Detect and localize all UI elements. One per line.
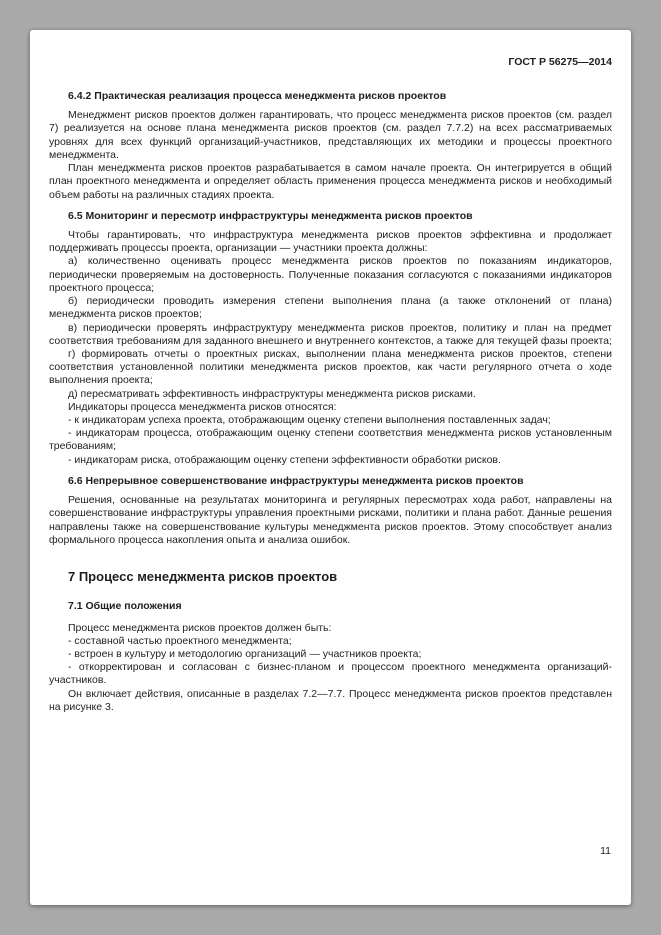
- paragraph: Решения, основанные на результатах мониторинга и регулярных пересмотрах хода работ, направлены на совершенствование инфраструктуры управления проектными рисками, политики и плана работ. Данные решения направлены также на совершенствование культуры менеджмента рисков проектов. Этому способствует анализ формального процесса накопления опыта и анализа ошибок.: [49, 494, 612, 546]
- list-item: - встроен в культуру и методологию организаций — участников проекта;: [68, 648, 422, 661]
- document-content: [49, 90, 612, 714]
- document-page: [30, 30, 631, 905]
- list-item: - индикаторам процесса, отображающим оценку степени соответствия менеджмента рисков установленным требованиям;: [49, 427, 612, 453]
- list-item-b: б) периодически проводить измерения степени выполнения плана (а также отклонений от плана) менеджмента рисков проектов;: [49, 295, 612, 321]
- paragraph: Процесс менеджмента рисков проектов должен быть:: [68, 621, 332, 634]
- list-item: - к индикаторам успеха проекта, отображающим оценку степени выполнения поставленных задач;: [68, 414, 551, 427]
- section-heading-7: 7 Процесс менеджмента рисков проектов: [68, 569, 338, 584]
- section-heading-6-5: 6.5 Мониторинг и пересмотр инфраструктуры менеджмента рисков проектов: [68, 209, 473, 222]
- list-item-g: г) формировать отчеты о проектных рисках, выполнении плана менеджмента рисков проектов, степени соответствия установленной политики менеджмента рисков проектов, как части регулярного отчета о ходе выполнения проекта;: [49, 347, 612, 387]
- paragraph: Чтобы гарантировать, что инфраструктура менеджмента рисков проектов эффективна и продолжает поддерживать процессы проекта, организации — участники проекта должны:: [49, 228, 612, 255]
- page-number: 11: [600, 845, 611, 857]
- list-item-d: д) пересматривать эффективность инфраструктуры менеджмента рисков рисками.: [68, 387, 476, 400]
- document-code: ГОСТ Р 56275—2014: [508, 56, 612, 68]
- list-item: - откорректирован и согласован с бизнес-планом и процессом проектного менеджмента организаций-участников.: [49, 661, 612, 687]
- list-item-v: в) периодически проверять инфраструктуру менеджмента рисков проектов, политику и план на предмет соответствия требованиям для заданного внешнего и внутреннего контекстов, а также для текущей фазы проекта;: [49, 321, 612, 347]
- section-heading-6-6: 6.6 Непрерывное совершенствование инфраструктуры менеджмента рисков проектов: [68, 474, 524, 487]
- paragraph: Он включает действия, описанные в разделах 7.2—7.7. Процесс менеджмента рисков проектов представлен на рисунке 3.: [49, 687, 612, 713]
- paragraph: Индикаторы процесса менеджмента рисков относятся:: [68, 400, 337, 413]
- page-header: [49, 56, 612, 68]
- paragraph: Менеджмент рисков проектов должен гарантировать, что процесс менеджмента рисков проектов (см. раздел 7) реализуется на основе плана менеджмента рисков проектов (см. раздел 7.7.2) на всех рассматриваемых уровнях для всех функций организаций-участников, представляющих их методики и процессы проектного менеджмента.: [49, 109, 612, 161]
- list-item: - индикаторам риска, отображающим оценку степени эффективности обработки рисков.: [68, 453, 501, 466]
- section-heading-7-1: 7.1 Общие положения: [68, 600, 182, 613]
- list-item: - составной частью проектного менеджмента;: [68, 634, 292, 647]
- list-item-a: а) количественно оценивать процесс менеджмента рисков проектов по показаниям индикаторов, периодически проверяемым на достоверность. Полученные показания согласуются с показаниями индикаторов проектного процесса;: [49, 255, 612, 294]
- section-heading-6-4-2: 6.4.2 Практическая реализация процесса менеджмента рисков проектов: [68, 90, 447, 102]
- paragraph: План менеджмента рисков проектов разрабатывается в самом начале проекта. Он интегрируется в общий план проектного менеджмента и определяет область применения процесса менеджмента рисков и необходимый объем работы на различных стадиях проекта.: [49, 162, 612, 201]
